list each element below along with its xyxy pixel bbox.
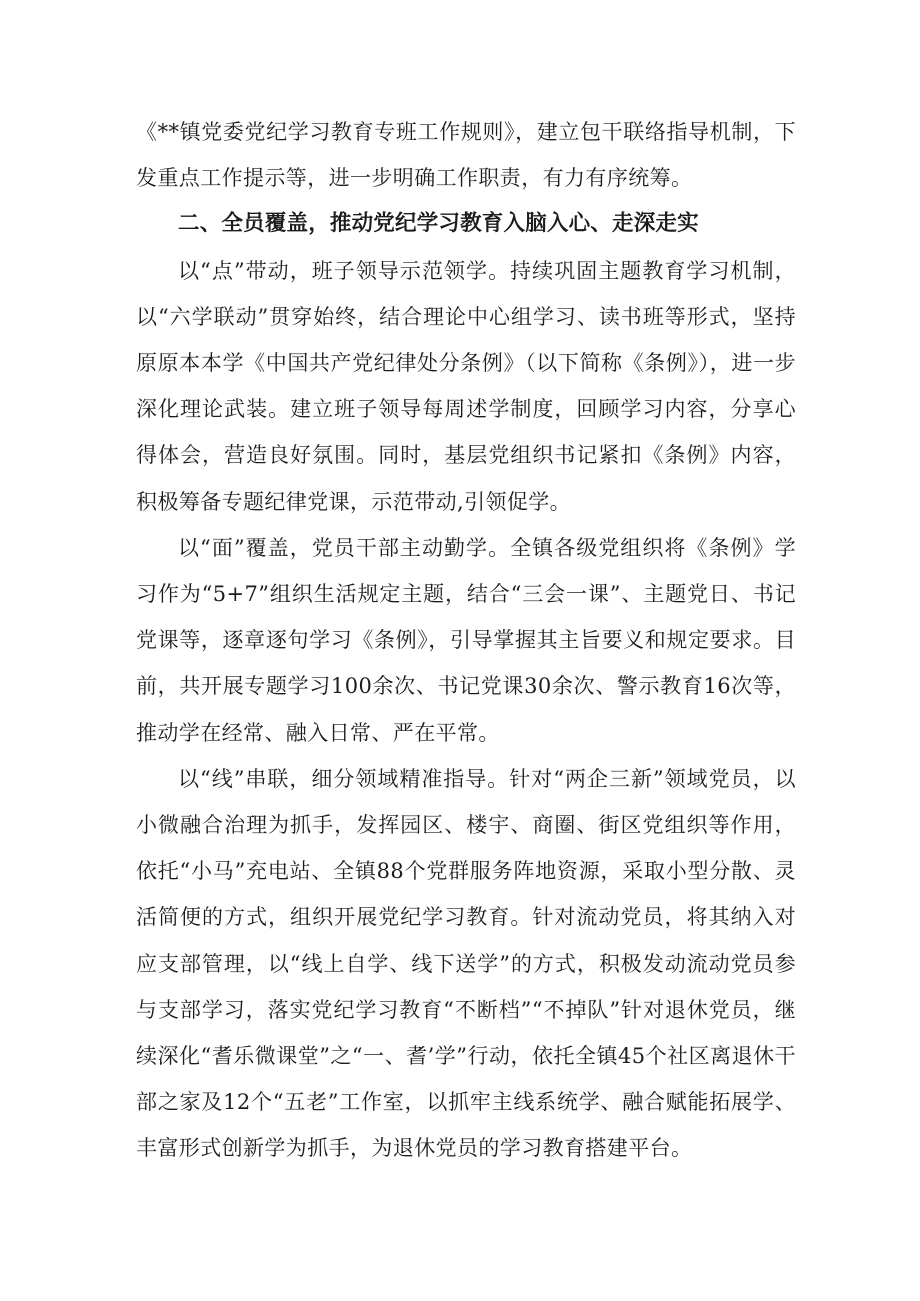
paragraph-surface-coverage: 以“面”覆盖，党员干部主动勤学。全镇各级党组织将《条例》学习作为“5+7”组织生活规定主题，结合“三会一课”、主题党日、书记党课等，逐章逐句学习《条例》，引导掌握其主旨要义和规定要求。目前，共开展专题学习100余次、书记党课30余次、警示教育16次等，推动学在经常、融入日常、严在平常。 [136, 535, 796, 745]
paragraph-line-guidance: 以“线”串联，细分领域精准指导。针对“两企三新”领域党员，以小微融合治理为抓手，发挥园区、楼宇、商圈、街区党组织等作用，依托“小马”充电站、全镇88个党群服务阵地资源，采取小型分散、灵活简便的方式，组织开展党纪学习教育。针对流动党员，将其纳入对应支部管理，以“线上自学、线下送学”的方式，积极发动流动党员参与支部学习，落实党纪学习教育“不断档”“不掉队”针对退休党员，继续深化“耆乐微课堂”之“一、耆’学”行动，依托全镇45个社区离退休干部之家及12个“五老”工作室，以抓牢主线系统学、融合赋能拓展学、丰富形式创新学为抓手，为退休党员的学习教育搭建平台。 [136, 766, 796, 1161]
paragraph-point-leadership: 以“点”带动，班子领导示范领学。持续巩固主题教育学习机制，以“六学联动”贯穿始终，结合理论中心组学习、读书班等形式，坚持原原本本学《中国共产党纪律处分条例》（以下简称《条例》），进一步深化理论武装。建立班子领导每周述学制度，回顾学习内容，分享心得体会，营造良好氛围。同时，基层党组织书记紧扣《条例》内容，积极筹备专题纪律党课，示范带动,引领促学。 [136, 258, 796, 514]
section-heading: 二、全员覆盖，推动党纪学习教育入脑入心、走深走实 [178, 211, 699, 237]
paragraph-continuation: 《**镇党委党纪学习教育专班工作规则》，建立包干联络指导机制，下发重点工作提示等，进一步明确工作职责，有力有序统筹。 [136, 120, 796, 191]
document-body [136, 109, 796, 1172]
